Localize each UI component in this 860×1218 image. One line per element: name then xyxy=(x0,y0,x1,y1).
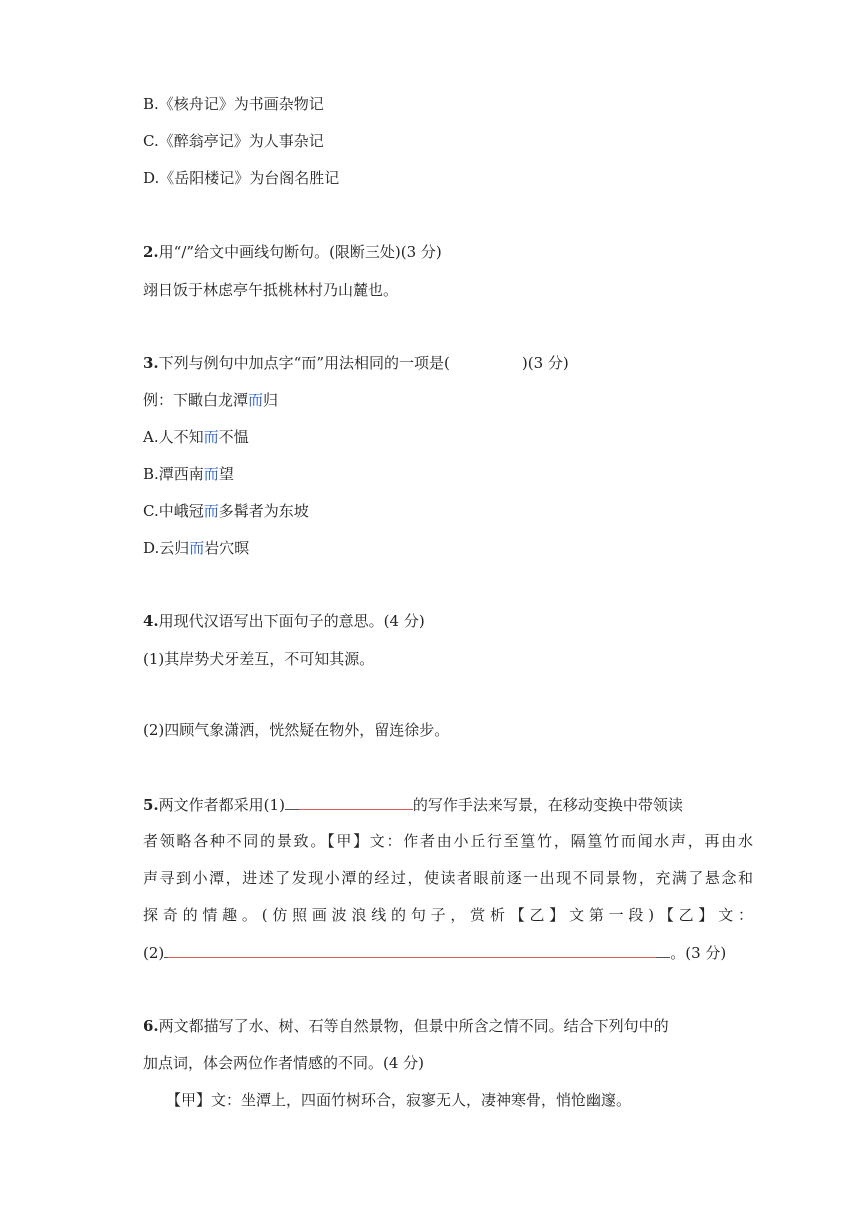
q6-text: 两文都描写了水、树、石等自然景物，但景中所含之情不同。结合下列句中的 xyxy=(158,1017,669,1035)
option-text: 多髯者为东坡 xyxy=(218,502,309,520)
q4-number: 4. xyxy=(143,612,159,630)
q5-line-1 xyxy=(143,793,683,816)
q3-option-d xyxy=(143,537,249,559)
q2-number: 2. xyxy=(143,243,159,261)
option-key: 而 xyxy=(203,428,219,446)
q5-line-2: 者领略各种不同的景致。【甲】文：作者由小丘行至篁竹，隔篁竹而闻水声，再由水 xyxy=(143,832,753,850)
q4-sentence-1: (1)其岸势犬牙差互，不可知其源。 xyxy=(143,650,375,668)
q3-prompt-before: 下列与例句中加点字“而”用法相同的一项是( xyxy=(158,354,450,372)
q6-number: 6. xyxy=(143,1017,159,1035)
option-text: D.云归 xyxy=(143,539,190,557)
q5-blank-1[interactable] xyxy=(285,793,413,810)
q2-prompt-text: 用“/”给文中画线句断句。(限断三处)(3 分) xyxy=(158,243,442,261)
q3-prompt xyxy=(143,352,569,374)
q5-line-5 xyxy=(143,941,726,964)
q5-line-4: 探奇的情趣。(仿照画波浪线的句子，赏析【乙】文第一段)【乙】文： xyxy=(143,906,753,924)
option-text: 岩穴暝 xyxy=(204,539,250,557)
q5-text: 两文作者都采用(1) xyxy=(158,796,285,814)
q4-prompt-text: 用现代汉语写出下面句子的意思。(4 分) xyxy=(158,612,425,630)
option-key: 而 xyxy=(189,539,205,557)
option-text: C.中峨冠 xyxy=(143,502,204,520)
option-key: 而 xyxy=(203,465,219,483)
q2-prompt xyxy=(143,241,442,263)
q6-line-2: 加点词，体会两位作者情感的不同。(4 分) xyxy=(143,1054,425,1072)
q1-option-c: C.《醉翁亭记》为人事杂记 xyxy=(143,132,324,150)
q3-option-c xyxy=(143,500,309,522)
option-text: A.人不知 xyxy=(143,428,204,446)
q3-example xyxy=(143,389,278,411)
q1-option-b: B.《核舟记》为书画杂物记 xyxy=(143,95,324,113)
q3-option-b xyxy=(143,463,234,485)
q5-blank-2[interactable] xyxy=(164,941,670,958)
q3-example-before: 例：下瞰白龙潭 xyxy=(143,391,249,409)
q4-prompt xyxy=(143,610,425,632)
option-key: 而 xyxy=(203,502,219,520)
q5-text: 。(3 分) xyxy=(670,944,727,962)
q1-option-d: D.《岳阳楼记》为台阁名胜记 xyxy=(143,169,340,187)
option-text: 不愠 xyxy=(218,428,249,446)
q3-example-key: 而 xyxy=(248,391,264,409)
q3-example-after: 归 xyxy=(263,391,279,409)
q6-line-3: 【甲】文：坐潭上，四面竹树环合，寂寥无人，凄神寒骨，悄怆幽邃。 xyxy=(166,1091,632,1109)
q6-line-1 xyxy=(143,1015,669,1037)
option-text: 望 xyxy=(218,465,234,483)
q5-line-3: 声寻到小潭，进述了发现小潭的经过，使读者眼前逐一出现不同景物，充满了悬念和 xyxy=(143,869,753,887)
q5-text: (2) xyxy=(143,944,165,962)
q5-text: 的写作手法来写景，在移动变换中带领读 xyxy=(412,796,683,814)
q3-option-a xyxy=(143,426,249,448)
q2-sentence: 翊日饭于林虑亭午抵桃林村乃山麓也。 xyxy=(143,281,399,299)
q3-prompt-after: )(3 分) xyxy=(521,354,569,372)
q4-sentence-2: (2)四顾气象潇洒，恍然疑在物外，留连徐步。 xyxy=(143,721,450,739)
q3-number: 3. xyxy=(143,354,159,372)
q5-number: 5. xyxy=(143,796,159,814)
option-text: B.潭西南 xyxy=(143,465,204,483)
